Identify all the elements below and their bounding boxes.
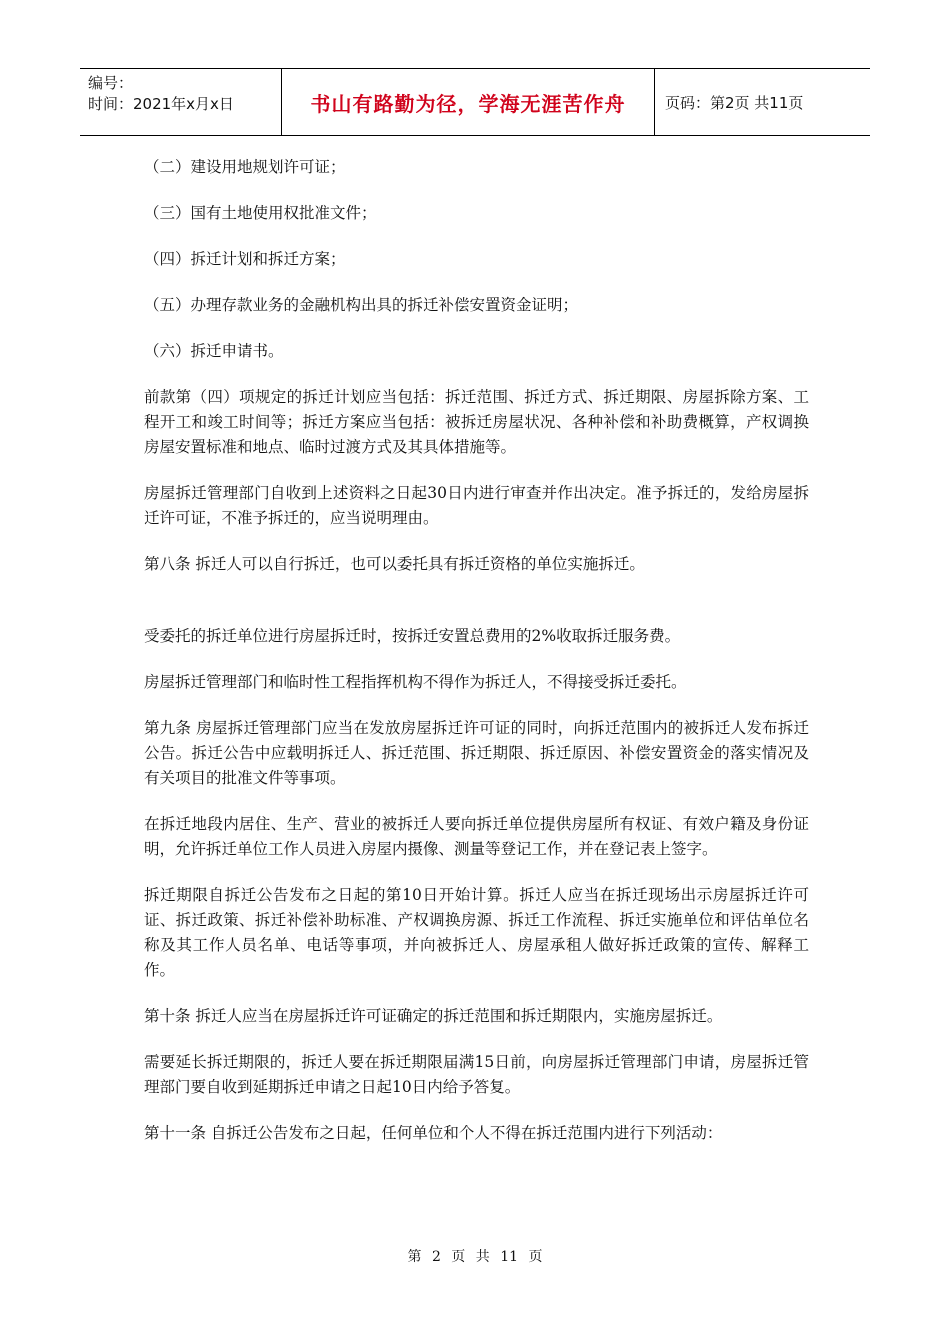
paragraph: 受委托的拆迁单位进行房屋拆迁时，按拆迁安置总费用的2%收取拆迁服务费。 [144,627,681,645]
paragraph: 房屋拆迁管理部门自收到上述资料之日起30日内进行审查并作出决定。准予拆迁的，发给房屋拆迁许可证，不准予拆迁的，应当说明理由。 [144,484,809,527]
article-11: 第十一条 自拆迁公告发布之日起，任何单位和个人不得在拆迁范围内进行下列活动： [144,1124,723,1142]
paragraph: 在拆迁地段内居住、生产、营业的被拆迁人要向拆迁单位提供房屋所有权证、有效户籍及身份证明，允许拆迁单位工作人员进入房屋内摄像、测量等登记工作，并在登记表上签字。 [144,815,809,858]
article-9: 第九条 房屋拆迁管理部门应当在发放房屋拆迁许可证的同时，向拆迁范围内的被拆迁人发布拆迁公告。拆迁公告中应载明拆迁人、拆迁范围、拆迁期限、拆迁原因、补偿安置资金的落实情况及有关项目的批准文件等事项。 [144,719,809,787]
header-motto-cell [282,69,655,135]
header-motto: 书山有路勤为径，学海无涯苦作舟 [310,91,626,116]
article-10: 第十条 拆迁人应当在房屋拆迁许可证确定的拆迁范围和拆迁期限内，实施房屋拆迁。 [144,1007,723,1025]
header-page-number: 页码：第2页 共11页 [665,93,804,112]
page-header [80,68,870,136]
document-date: 时间：2021年x月x日 [88,95,234,113]
paragraph: （四）拆迁计划和拆迁方案； [144,250,346,268]
header-page-cell [655,69,870,135]
paragraph: 前款第（四）项规定的拆迁计划应当包括：拆迁范围、拆迁方式、拆迁期限、房屋拆除方案、工程开工和竣工时间等；拆迁方案应当包括：被拆迁房屋状况、各种补偿和补助费概算，产权调换房屋安置标准和地点、临时过渡方式及其具体措施等。 [144,388,809,456]
paragraph: （六）拆迁申请书。 [144,342,284,360]
paragraph: 房屋拆迁管理部门和临时性工程指挥机构不得作为拆迁人，不得接受拆迁委托。 [144,673,687,691]
document-code: 编号： [88,74,134,92]
paragraph: 拆迁期限自拆迁公告发布之日起的第10日开始计算。拆迁人应当在拆迁现场出示房屋拆迁许可证、拆迁政策、拆迁补偿补助标准、产权调换房源、拆迁工作流程、拆迁实施单位和评估单位名称及其工作人员名单、电话等事项，并向被拆迁人、房屋承租人做好拆迁政策的宣传、解释工作。 [144,886,809,979]
article-8: 第八条 拆迁人可以自行拆迁，也可以委托具有拆迁资格的单位实施拆迁。 [144,555,645,573]
header-meta [80,69,282,135]
page-footer: 第 2 页 共 11 页 [407,1249,543,1265]
paragraph: （五）办理存款业务的金融机构出具的拆迁补偿安置资金证明； [144,296,579,314]
paragraph: 需要延长拆迁期限的，拆迁人要在拆迁期限届满15日前，向房屋拆迁管理部门申请，房屋拆迁管理部门要自收到延期拆迁申请之日起10日内给予答复。 [144,1053,809,1096]
paragraph: （二）建设用地规划许可证； [144,158,346,176]
paragraph: （三）国有土地使用权批准文件； [144,204,377,222]
document-body [144,155,809,1167]
